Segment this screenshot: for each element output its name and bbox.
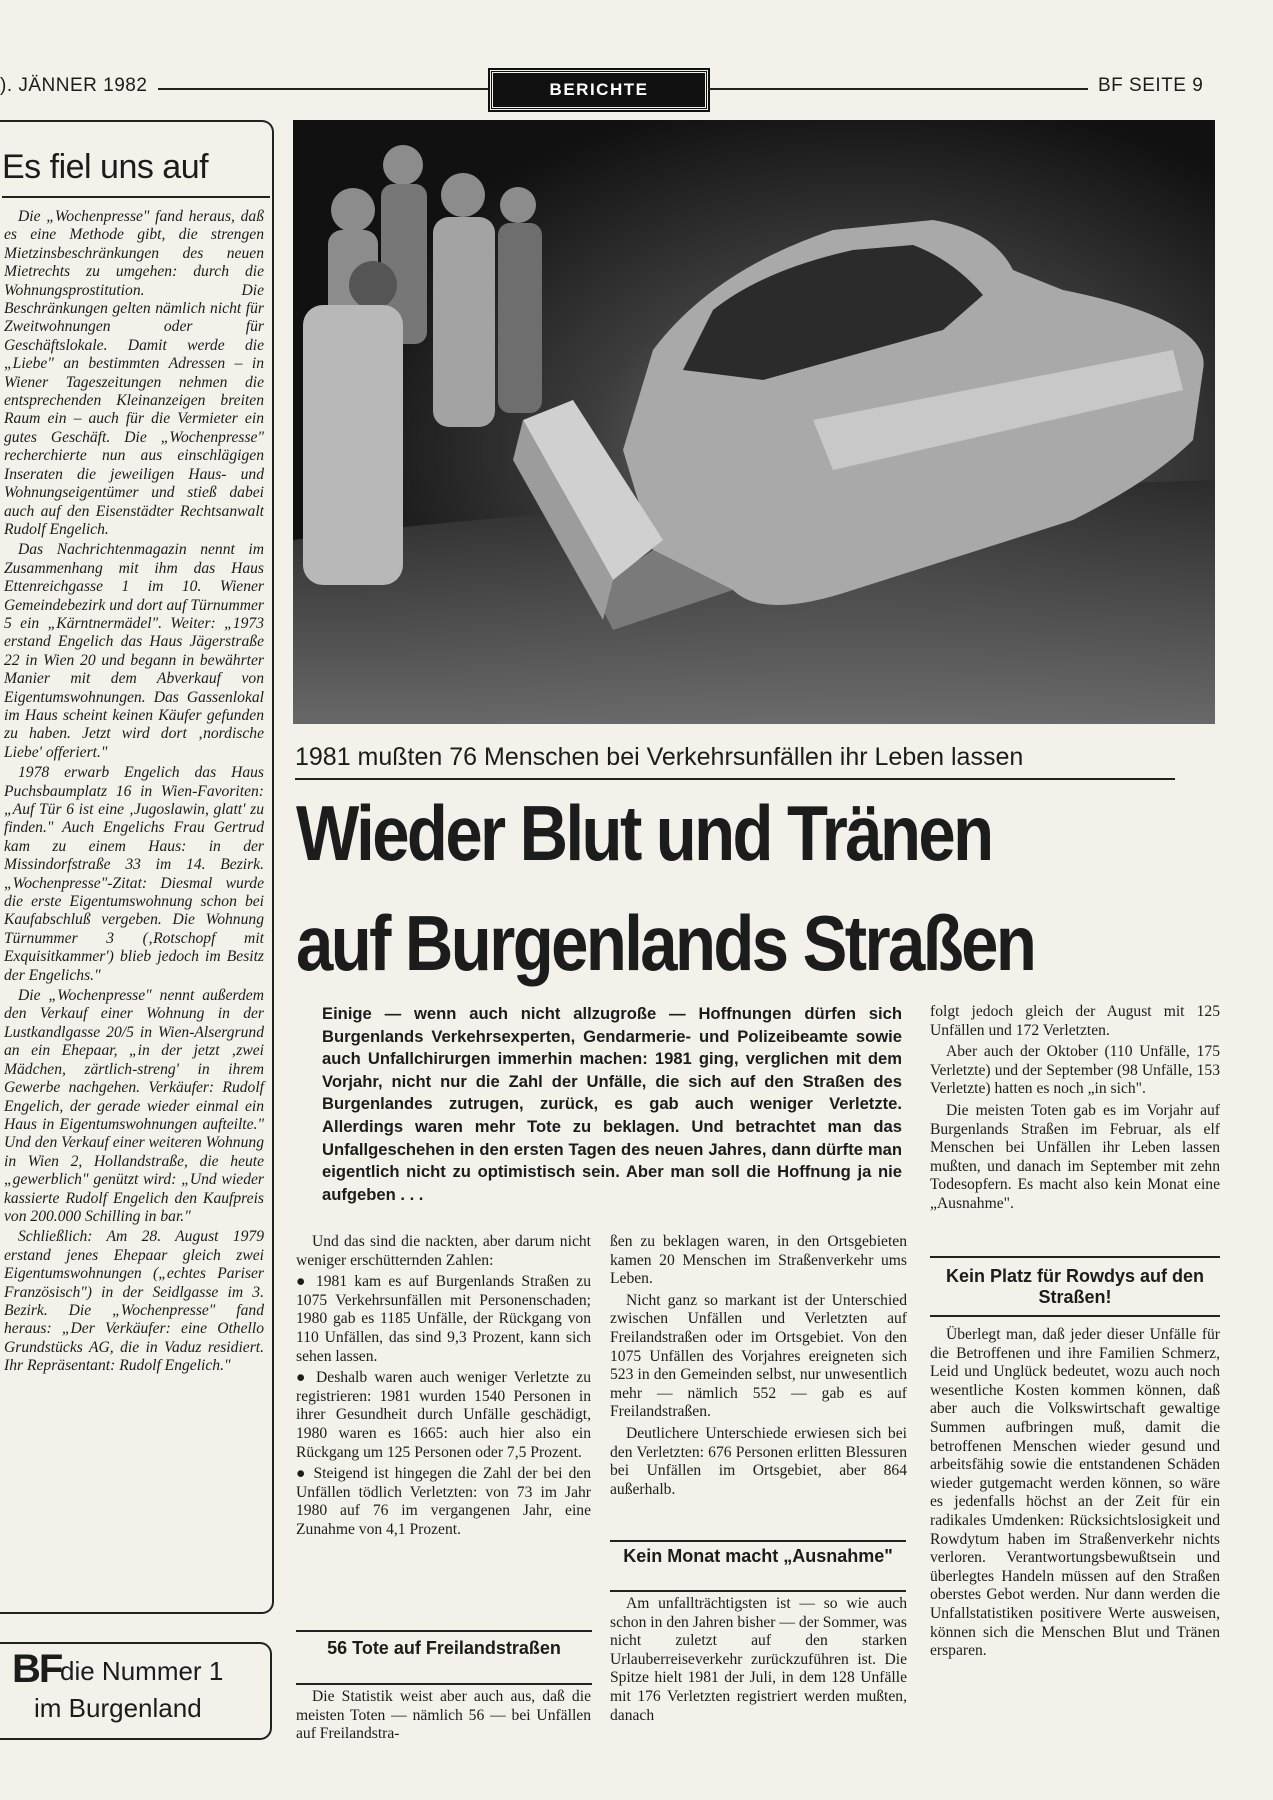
subhead-kein-monat: Kein Monat macht „Ausnahme" — [623, 1546, 893, 1566]
article-kicker: 1981 mußten 76 Menschen bei Verkehrsunfällen ihr Leben lassen — [295, 743, 1024, 771]
sidebar-paragraph: Das Nachrichtenmagazin nennt im Zusammenhang mit ihm das Haus Ettenreichgasse 1 im 10. Wiener Gemeindebezirk und dort auf Türnummer 5 ein „Kärntnermädel". Weiter: „1973 erstand Engelich das Haus Jägerstraße 22 in Wien 20 und begann in bewährter Manier mit dem Abverkauf von Eigentumswohnungen. Das Gassenlokal im Haus scheint keinen Käufer gefunden zu haben. Jetzt wird dort ‚nordische Liebe' offeriert." — [4, 541, 264, 761]
sidebar-title-rule — [2, 196, 270, 198]
bullet-paragraph: ● 1981 kam es auf Burgenlands Straßen zu 1075 Verkehrsunfällen mit Personenschaden; 1980 gab es 1185 Unfälle, der Rückgang von 110 Unfällen, das sind 9,3 Prozent, kann sich sehen lassen. — [296, 1273, 591, 1365]
subhead-kein-platz: Kein Platz für Rowdys auf den Straßen! — [945, 1266, 1205, 1307]
subhead-rule — [296, 1630, 592, 1632]
ad-slogan-line1: die Nummer 1 — [60, 1656, 224, 1686]
issue-date: ). JÄNNER 1982 — [0, 75, 148, 96]
section-badge: BERICHTE — [490, 70, 708, 110]
sidebar-paragraph: Schließlich: Am 28. August 1979 erstand jenes Ehepaar gleich zwei Eigentumswohnungen („echtes Pariser Französisch") in der Seidlgasse im 3. Bezirk. Die „Wochenpresse" fand heraus: „Der Verkäufer: eine Othello Grundstücks AG, die in Vaduz residiert. Ihr Repräsentant: Rudolf Engelich." — [4, 1228, 264, 1375]
sidebar-paragraph: Die „Wochenpresse" nennt außerdem den Verkauf einer Wohnung in der Lustkandlgasse 20/5 in Wien-Alsergrund an ein Ehepaar, „in der jetzt ‚zwei Mädchen, zärtlich-streng' in ihrem Gewerbe nachgehen. Verkäufer: Rudolf Engelich, der gerade wieder einmal ein Haus in Eigentumswohnungen aufteilte." Und den Verkauf einer weiteren Wohnung in Wien 2, Hollandstraße, die heute „gewerblich" genützt wird: „Und wieder kassierte Rudolf Engelich den Kaufpreis von 200.000 Schilling in bar." — [4, 987, 264, 1225]
ad-brand-logo: BF — [12, 1647, 62, 1691]
sidebar-title: Es fiel uns auf — [2, 148, 209, 186]
body-paragraph: ßen zu beklagen waren, in den Ortsgebieten kamen 20 Menschen im Straßenverkehr ums Leben. — [610, 1233, 907, 1288]
subhead-rule — [610, 1540, 906, 1542]
body-paragraph: Nicht ganz so markant ist der Unterschied zwischen Unfällen und Verletzten auf Freilandstraßen oder im Ortsgebiet. Von den 1075 Unfällen des Vorjahres ereigneten sich 523 in den Gemeinden selbst, nur unwesentlich mehr — nämlich 552 — gab es auf Freilandstraßen. — [610, 1291, 907, 1421]
page-number: BF SEITE 9 — [1098, 75, 1204, 96]
subhead-rule — [930, 1315, 1220, 1317]
accident-photo — [293, 120, 1215, 724]
article-column-2 — [610, 1233, 907, 1502]
bullet-paragraph: ● Deshalb waren auch weniger Verletzte zu registrieren: 1981 wurden 1540 Personen in ihrer Gesundheit durch Unfälle geschädigt, 1980 waren es 1665: auch hier also ein Rückgang um 125 Personen oder 7,5 Prozent. — [296, 1369, 591, 1461]
article-lead: Einige — wenn auch nicht allzugroße — Hoffnungen dürfen sich Burgenlands Verkehrsexperten, Gendarmerie- und Polizeibeamte sowie auch Unfallchirurgen immerhin machen: 1981 ging, verglichen mit dem Vorjahr, nicht nur die Zahl der Unfälle, die sich auf den Straßen des Burgenlandes zutrugen, zurück, es gab auch weniger Verletzte. Allerdings waren mehr Tote zu beklagen. Und betrachtet man das Unfallgeschehen in den ersten Tagen des neuen Jahres, dann dürfte man eigentlich nicht zu optimistisch sein. Aber man soll die Hoffnung ja nie aufgeben . . . — [322, 1004, 902, 1204]
body-paragraph: Die meisten Toten gab es im Vorjahr auf Burgenlands Straßen im Februar, als elf Menschen bei Unfällen ihr Leben lassen mußten, und danach im September mit zehn Todesopfern. Es macht also kein Monat eine „Ausnahme". — [930, 1101, 1220, 1212]
header-rule-left — [158, 88, 488, 90]
body-paragraph: Deutlichere Unterschiede erwiesen sich bei den Verletzten: 676 Personen erlitten Blessuren bei Unfällen im Ortsgebiet, aber 864 außerhalb. — [610, 1424, 907, 1498]
body-paragraph: Die Statistik weist aber auch aus, daß die meisten Toten — nämlich 56 — bei Unfällen auf Freilandstra- — [296, 1688, 591, 1743]
body-paragraph: Am unfallträchtigsten ist — so wie auch schon in den Jahren bisher — der Sommer, was nicht zuletzt auf den starken Urlauberreiseverkehr zurückzuführen ist. Die Spitze hielt 1981 der Juli, in dem 128 Unfälle mit 176 Verletzten registriert werden mußten, danach — [610, 1595, 907, 1724]
subhead-freilandstrassen: 56 Tote auf Freilandstraßen — [327, 1638, 561, 1658]
sidebar-text — [4, 208, 264, 1378]
sidebar-paragraph: 1978 erwarb Engelich das Haus Puchsbaumplatz 16 in Wien-Favoriten: „Auf Tür 6 ist eine ‚Jugoslawin, glatt' zu finden." Auch Engelichs Frau Gertrud kam zu einem Haus: in der Missindorfstraße 33 im 14. Bezirk. „Wochenpresse"-Zitat: Diesmal wurde die erste Eigentumswohnung schon bei Kaufabschluß vergeben. Die Wohnung Türnummer 3 (‚Rotschopf mit Exquisitkammer') blieb jedoch im Besitz der Engelichs." — [4, 764, 264, 984]
article-column-3-continued — [930, 1326, 1220, 1664]
sidebar-paragraph: Die „Wochenpresse" fand heraus, daß es eine Methode gibt, die strengen Mietzinsbeschränkungen des neuen Mietrechts zu umgehen: durch die Wohnungsprostitution. Die Beschränkungen gelten nämlich nicht für Zweitwohnungen oder für Geschäftslokale. Damit werde die „Liebe" an bestimmten Adressen – in Wiener Tageszeitungen nehmen die entsprechenden Kleinanzeigen breiten Raum ein – auch für die Vermieter ein gutes Geschäft. Die „Wochenpresse" recherchierte nun aus einschlägigen Inseraten die jeweiligen Haus- und Wohnungseigentümer und stieß dabei auch auf den Eisenstädter Rechtsanwalt Rudolf Engelich. — [4, 208, 264, 538]
body-paragraph: Und das sind die nackten, aber darum nicht weniger erschütternden Zahlen: — [296, 1233, 591, 1269]
headline-line1: Wieder Blut und Tränen — [296, 789, 992, 877]
body-paragraph: folgt jedoch gleich der August mit 125 Unfällen und 172 Verletzten. — [930, 1003, 1220, 1039]
subhead-rule — [930, 1256, 1220, 1258]
kicker-rule — [295, 778, 1175, 780]
article-column-2-continued — [610, 1595, 907, 1728]
headline-line2: auf Burgenlands Straßen — [296, 899, 1035, 987]
article-column-3 — [930, 1003, 1220, 1217]
subhead-rule — [610, 1590, 906, 1592]
article-column-1-continued — [296, 1688, 591, 1747]
header-rule-right — [708, 88, 1088, 90]
body-paragraph: Überlegt man, daß jeder dieser Unfälle für die Betroffenen und ihre Familien Schmerz, Leid und Unglück bedeutet, wozu auch noch wesentliche Kosten kommen können, daß aber auch die Volkswirtschaft gewaltige Summen aufbringen muß, damit die betroffenen Menschen wieder gesund und arbeitsfähig sowie die entstandenen Schäden wieder gutgemacht werden können, so wäre es jedenfalls höchst an der Zeit für ein radikales Umdenken: Rücksichtslosigkeit und Rowdytum haben im Straßenverkehr nichts verloren. Verantwortungsbewußtsein und überlegtes Handeln müssen auf den Straßen oberstes Gebot werden. Nur dann werden die Unfallstatistiken positivere Werte ausweisen, können sich die Menschen Blut und Tränen ersparen. — [930, 1326, 1220, 1660]
accident-photo-illustration — [293, 120, 1215, 724]
ad-slogan-line2: im Burgenland — [34, 1693, 202, 1723]
bullet-paragraph: ● Steigend ist hingegen die Zahl der bei den Unfällen tödlich Verletzten: von 73 im Jahr 1980 auf 76 im vergangenen Jahr, eine Zunahme von 4,1 Prozent. — [296, 1465, 591, 1538]
body-paragraph: Aber auch der Oktober (110 Unfälle, 175 Verletzte) und der September (98 Unfälle, 153 Verletzte) hatten es noch „in sich". — [930, 1043, 1220, 1098]
article-column-1 — [296, 1233, 591, 1543]
subhead-rule — [296, 1683, 592, 1685]
